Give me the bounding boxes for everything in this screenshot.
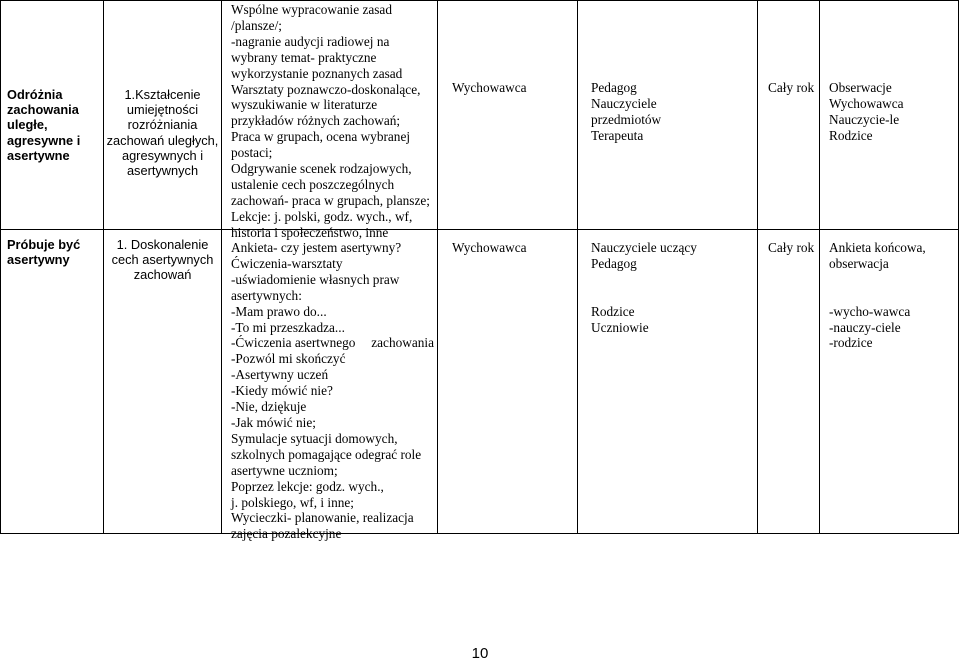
methods-line: -nagranie audycji radiowej na (231, 33, 390, 49)
methods-line: Wycieczki- planowanie, realizacja (231, 510, 414, 526)
task-line: rozróżniania (127, 117, 198, 133)
task-cell (104, 87, 221, 178)
goal-line: asertywny (7, 252, 70, 268)
evaluation-cell (820, 80, 960, 144)
methods-line: asertywnych: (231, 287, 302, 303)
goal-cell (1, 237, 103, 267)
goal-line: uległe, (7, 117, 48, 133)
table-rule-h (0, 0, 959, 1)
cooperating-line: Terapeuta (591, 127, 644, 143)
evaluation-line: -nauczy-ciele (829, 319, 901, 335)
cooperating-line (591, 272, 757, 288)
task-line: cech asertywnych (111, 252, 214, 268)
evaluation-line: Rodzice (829, 127, 873, 143)
goal-cell (1, 87, 103, 163)
methods-line: -Kiedy mówić nie? (231, 383, 333, 399)
methods-line: zajęcia pozalekcyjne (231, 526, 342, 542)
evaluation-line (829, 272, 960, 288)
methods-cell (222, 2, 437, 241)
methods-line: -Mam prawo do... (231, 303, 327, 319)
cooperating-line: Uczniowie (591, 319, 649, 335)
goal-line: Odróżnia (7, 87, 63, 102)
page-number: 10 (471, 645, 489, 662)
term-cell (758, 240, 819, 256)
methods-line: Warsztaty poznawczo-doskonalące, (231, 81, 421, 97)
cooperating-cell (578, 240, 757, 335)
cooperating-line: przedmiotów (591, 111, 662, 127)
methods-line: asertywne uczniom; (231, 462, 338, 478)
methods-line: Poprzez lekcje: godz. wych., (231, 478, 384, 494)
responsible-cell (438, 240, 577, 256)
methods-line: wykorzystanie poznanych zasad (231, 65, 403, 81)
task-line: agresywnych i (121, 147, 204, 163)
evaluation-line: -wycho-wawca (829, 303, 911, 319)
responsible-line: Wychowawca (452, 240, 527, 255)
table-rule-h (0, 229, 959, 230)
term-cell (758, 80, 819, 96)
methods-line: -Jak mówić nie; (231, 414, 316, 430)
cooperating-line (591, 288, 757, 304)
evaluation-cell (820, 240, 960, 351)
methods-line: wybrany temat- praktyczne (231, 49, 377, 65)
cooperating-line: Rodzice (591, 303, 635, 319)
evaluation-line: Wychowawca (829, 95, 904, 111)
methods-line: Ankieta- czy jestem asertywny? (231, 240, 402, 255)
methods-line: Wspólne wypracowanie zasad (231, 2, 392, 17)
task-line: zachowań (133, 267, 192, 283)
task-line: asertywnych (126, 163, 199, 179)
goal-line: agresywne i (7, 132, 81, 148)
evaluation-line (829, 288, 960, 304)
methods-line: postaci; (231, 145, 273, 161)
methods-line: j. polskiego, wf, i inne; (231, 494, 354, 510)
task-line: 1.Kształcenie (124, 87, 201, 102)
responsible-line: Wychowawca (452, 80, 527, 95)
responsible-cell (438, 80, 577, 96)
cooperating-line: Nauczyciele uczący (591, 240, 697, 255)
methods-line: Symulacje sytuacji domowych, (231, 430, 398, 446)
cooperating-line: Pedagog (591, 255, 637, 271)
term-line: Cały rok (768, 80, 815, 95)
methods-line: historia i społeczeństwo, inne (231, 224, 389, 240)
goal-line: zachowania (7, 102, 79, 118)
methods-line: Odgrywanie scenek rodzajowych, (231, 161, 412, 177)
task-line: 1. Doskonalenie (116, 237, 209, 252)
cooperating-line: Pedagog (591, 80, 637, 95)
goal-line: asertywne (7, 147, 70, 163)
methods-line: wyszukiwanie w literaturze (231, 97, 378, 113)
methods-line: -Asertywny uczeń (231, 367, 329, 383)
methods-line: zachowań- praca w grupach, plansze; (231, 192, 430, 208)
methods-line: Praca w grupach, ocena wybranej (231, 129, 411, 145)
cooperating-line: Nauczyciele (591, 95, 657, 111)
methods-line: /plansze/; (231, 17, 282, 33)
methods-line: Lekcje: j. polski, godz. wych., wf, (231, 208, 413, 224)
evaluation-line: Obserwacje (829, 80, 892, 95)
task-cell (104, 237, 221, 283)
methods-cell (222, 240, 437, 542)
methods-line: przykładów różnych zachowań; (231, 113, 401, 129)
methods-line: -Ćwiczenia asertwnego zachowania (231, 335, 434, 351)
methods-line: -uświadomienie własnych praw (231, 271, 400, 287)
goal-line: Próbuje być (7, 237, 81, 252)
methods-line: ustalenie cech poszczególnych (231, 176, 395, 192)
cooperating-cell (578, 80, 757, 144)
evaluation-line: -rodzice (829, 335, 873, 351)
methods-line: Ćwiczenia-warsztaty (231, 255, 343, 271)
evaluation-line: obserwacja (829, 255, 889, 271)
evaluation-line: Ankieta końcowa, (829, 240, 926, 255)
methods-line: -Pozwól mi skończyć (231, 351, 346, 367)
evaluation-line: Nauczycie-le (829, 111, 900, 127)
task-line: zachowań uległych, (106, 132, 219, 148)
methods-line: -Nie, dziękuje (231, 399, 307, 415)
methods-line: szkolnych pomagające odegrać role (231, 446, 422, 462)
term-line: Cały rok (768, 240, 815, 255)
task-line: umiejętności (126, 102, 199, 118)
table-rule-h (0, 533, 959, 534)
methods-line: -To mi przeszkadza... (231, 319, 345, 335)
